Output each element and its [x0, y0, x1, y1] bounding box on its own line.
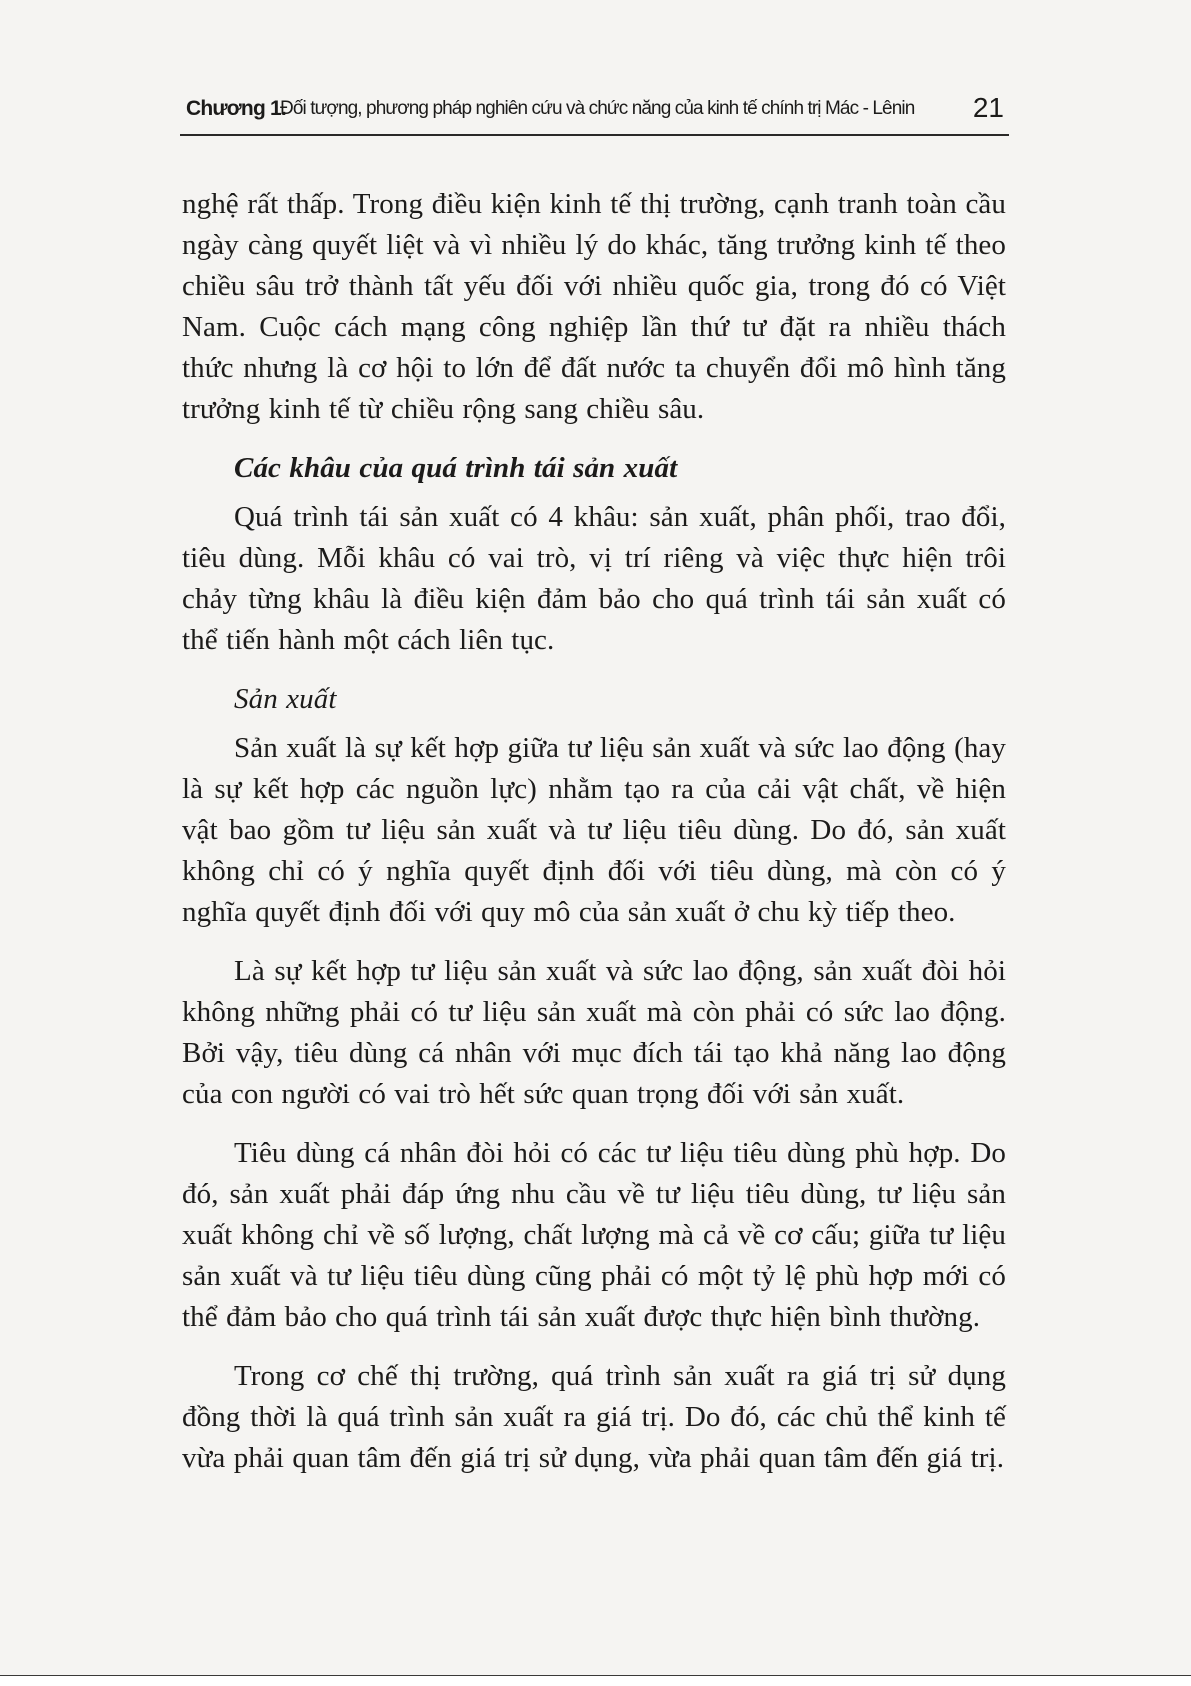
paragraph-continuation: nghệ rất thấp. Trong điều kiện kinh tế thị trường, cạnh tranh toàn cầu ngày càng quyết liệt và vì nhiều lý do khác, tăng trưởng kinh tế theo chiều sâu trở thành tất yếu đối với nhiều quốc gia, trong đó có Việt Nam. Cuộc cách mạng công nghiệp lần thứ tư đặt ra nhiều thách thức nhưng là cơ hội to lớn để đất nước ta chuyển đổi mô hình tăng trưởng kinh tế từ chiều rộng sang chiều sâu.: [182, 188, 1006, 425]
page-edge: [0, 1675, 1191, 1686]
running-header: [186, 92, 1004, 132]
paragraph: Quá trình tái sản xuất có 4 khâu: sản xuất, phân phối, trao đổi, tiêu dùng. Mỗi khâu có vai trò, vị trí riêng và việc thực hiện trôi chảy từng khâu là điều kiện đảm bảo cho quá trình tái sản xuất có thể tiến hành một cách liên tục.: [182, 501, 1006, 656]
subsection-heading: Sản xuất: [234, 683, 337, 715]
page-body: [182, 184, 1006, 1479]
chapter-label: Chương 1.: [186, 97, 286, 120]
paragraph: Là sự kết hợp tư liệu sản xuất và sức lao động, sản xuất đòi hỏi không những phải có tư liệu sản xuất mà còn phải có sức lao động. Bởi vậy, tiêu dùng cá nhân với mục đích tái tạo khả năng lao động của con người có vai trò hết sức quan trọng đối với sản xuất.: [182, 955, 1006, 1110]
chapter-title: Đối tượng, phương pháp nghiên cứu và chức năng của kinh tế chính trị Mác - Lênin: [280, 98, 915, 119]
paragraph: Tiêu dùng cá nhân đòi hỏi có các tư liệu tiêu dùng phù hợp. Do đó, sản xuất phải đáp ứng nhu cầu về tư liệu tiêu dùng, tư liệu sản xuất không chỉ về số lượng, chất lượng mà cả về cơ cấu; giữa tư liệu sản xuất và tư liệu tiêu dùng cũng phải có một tỷ lệ phù hợp mới có thể đảm bảo cho quá trình tái sản xuất được thực hiện bình thường.: [182, 1137, 1006, 1333]
page-number: 21: [972, 92, 1004, 123]
paragraph: Sản xuất là sự kết hợp giữa tư liệu sản xuất và sức lao động (hay là sự kết hợp các nguồn lực) nhằm tạo ra của cải vật chất, về hiện vật bao gồm tư liệu sản xuất và tư liệu tiêu dùng. Do đó, sản xuất không chỉ có ý nghĩa quyết định đối với tiêu dùng, mà còn có ý nghĩa quyết định đối với quy mô của sản xuất ở chu kỳ tiếp theo.: [182, 732, 1006, 928]
header-rule: [180, 134, 1009, 136]
section-heading: Các khâu của quá trình tái sản xuất: [234, 452, 678, 484]
paragraph: Trong cơ chế thị trường, quá trình sản xuất ra giá trị sử dụng đồng thời là quá trình sản xuất ra giá trị. Do đó, các chủ thể kinh tế vừa phải quan tâm đến giá trị sử dụng, vừa phải quan tâm đến giá trị.: [182, 1360, 1006, 1474]
